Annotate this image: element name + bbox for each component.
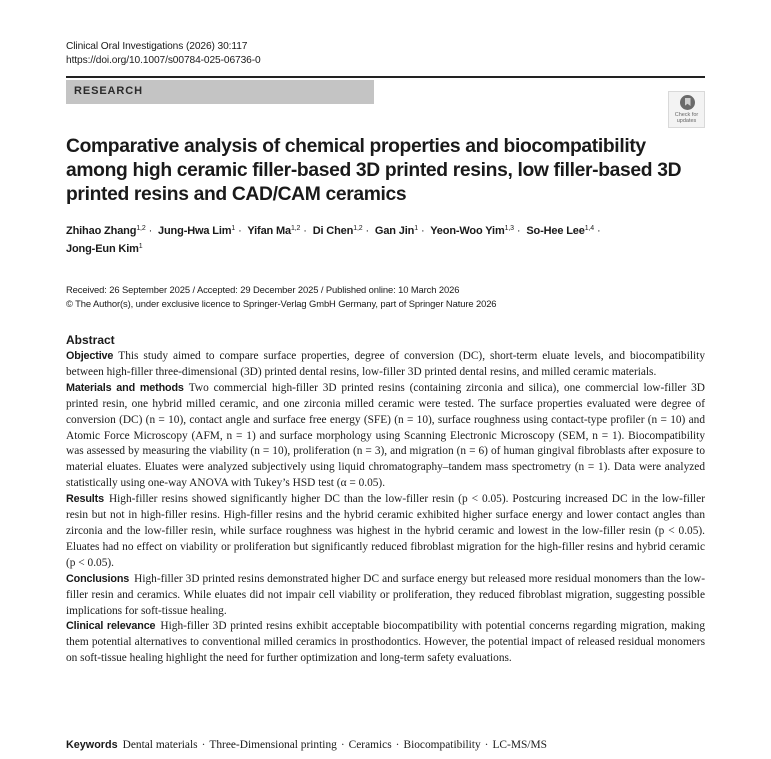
header-divider (66, 76, 705, 78)
section-label: Conclusions (66, 572, 130, 585)
abstract-body (66, 349, 705, 667)
abstract-clinical-relevance (66, 619, 705, 667)
check-for-updates-button[interactable] (668, 91, 705, 128)
author[interactable]: Di Chen$^{1,2}$ (312, 225, 363, 237)
article-type-label: RESEARCH (74, 85, 143, 97)
section-label: Clinical relevance (66, 620, 156, 633)
section-text: High-filler resins showed significantly higher DC than the low-filler resin (p < 0.05). Postcuring increased DC in the low-filler resin but not in high-filler resins. High-filler resins and the hybrid ceramic exhibited higher surface energy and lower contact angles than zirconia and the low-filler resin, while surface roughness was highest in the hybrid ceramic and lowest in the low-filler resin (p < 0.05). Eluates had no effect on viability or proliferation but significantly reduced fibroblast migration for the high-filler resins and hybrid ceramic (p < 0.05). (66, 493, 705, 569)
publication-history (66, 283, 496, 310)
keyword[interactable]: Dental materials (122, 739, 198, 751)
keyword-separator: · (395, 739, 400, 751)
keyword[interactable]: Ceramics (348, 739, 392, 751)
keyword[interactable]: Biocompatibility (403, 739, 481, 751)
abstract-results (66, 492, 705, 572)
cfu-line-2: updates (676, 118, 697, 124)
keywords-label: Keywords (66, 739, 118, 751)
author-separator: · (597, 225, 601, 237)
author[interactable]: Gan Jin$^1$ (374, 225, 418, 237)
author-separator: · (148, 225, 153, 237)
abstract-methods (66, 381, 705, 492)
article-type-banner (66, 80, 374, 104)
author-separator: · (365, 225, 370, 237)
author[interactable]: Yeon-Woo Yim$^{1,3}$ (430, 225, 514, 237)
keyword-separator: · (340, 739, 345, 751)
cfu-line-1: Check for (674, 112, 699, 118)
bookmark-icon (685, 98, 691, 106)
keyword-separator: · (484, 739, 489, 751)
author[interactable]: Zhihao Zhang$^{1,2}$ (66, 225, 146, 237)
section-label: Objective (66, 350, 114, 362)
section-text: High-filler 3D printed resins exhibit acceptable biocompatibility with potential concerns regarding migration, making them potential alternatives to conventional milled ceramics in prosthodontics. However, the potential impact of released residual monomers on soft-tissue healing highlight the need for further optimization and long-term safety evaluations. (66, 620, 705, 665)
author-separator: · (516, 225, 521, 237)
keyword[interactable]: LC-MS/MS (492, 739, 547, 751)
section-label: Results (66, 493, 104, 506)
check-for-updates-label (669, 112, 704, 124)
doi-link[interactable]: https://doi.org/10.1007/s00784-025-06736-0 (66, 55, 261, 66)
author-separator: · (238, 225, 242, 237)
copyright-line: © The Author(s), under exclusive licence to Springer-Verlag GmbH Germany, part of Springer Nature 2026 (66, 297, 497, 309)
dates-line: Received: 26 September 2025 / Accepted: 29 December 2025 / Published online: 10 March 2026 (66, 284, 460, 295)
bookmark-circle-icon (680, 95, 695, 110)
author[interactable]: Jung-Hwa Lim$^1$ (158, 225, 236, 237)
keyword-separator: · (201, 739, 206, 751)
author-separator: · (420, 225, 425, 237)
journal-header (66, 40, 261, 68)
keyword[interactable]: Three-Dimensional printing (209, 739, 337, 751)
author[interactable]: Yifan Ma$^{1,2}$ (247, 225, 301, 237)
author[interactable]: Jong-Eun Kim$^1$ (66, 243, 143, 255)
abstract-objective (66, 349, 705, 381)
section-text: Two commercial high-filler 3D printed resins (containing zirconia and silica), one commercial low-filler 3D printed resin, one hybrid milled ceramic, and one zirconia milled ceramic were tested. The surface properties evaluated were degree of conversion (DC) (n = 10), contact angle and surface free energy (SFE) (n = 10), surface roughness using contact-type profiler (n = 10) and Atomic Force Microscopy (AFM, n = 1) and surface morphology using Scanning Electronic Microscopy (SEM, n = 1). Biocompatibility was assessed by measuring the viability (n = 10), proliferation (n = 3), and migration (n = 6) of human gingival fibroblasts after exposure to material eluates. Eluates were analyzed subjectively using liquid chromatography–tandem mass spectrometry (n = 1). Data were analyzed statistically using one-way ANOVA with Tukey’s HSD test (α = 0.05). (66, 381, 705, 490)
author-separator: · (303, 225, 307, 237)
keywords (66, 737, 547, 753)
section-text: This study aimed to compare surface properties, degree of conversion (DC), short-term eluate levels, and biocompatibility between high-filler three-dimensional (3D) printed dental resins, low-filler 3D printed dental resins, and milled ceramic materials. (66, 350, 705, 378)
article-title: Comparative analysis of chemical properties and biocompatibility among high ceramic filler-based 3D printed resins, low filler-based 3D printed resins and CAD/CAM ceramics (66, 136, 682, 205)
author[interactable]: So-Hee Lee$^{1,4}$ (526, 225, 595, 237)
journal-citation: Clinical Oral Investigations (2026) 30:117 (66, 41, 248, 52)
author-list (66, 222, 716, 258)
section-label: Materials and methods (66, 381, 184, 394)
section-text: High-filler 3D printed resins demonstrated higher DC and surface energy but released more residual monomers than the low-filler resin and ceramics. While eluates did not impair cell viability or proliferation, they reduced fibroblast migration, suggesting possible implications for soft-tissue healing. (66, 572, 705, 617)
abstract-heading: Abstract (66, 333, 115, 347)
abstract-conclusions (66, 572, 705, 620)
